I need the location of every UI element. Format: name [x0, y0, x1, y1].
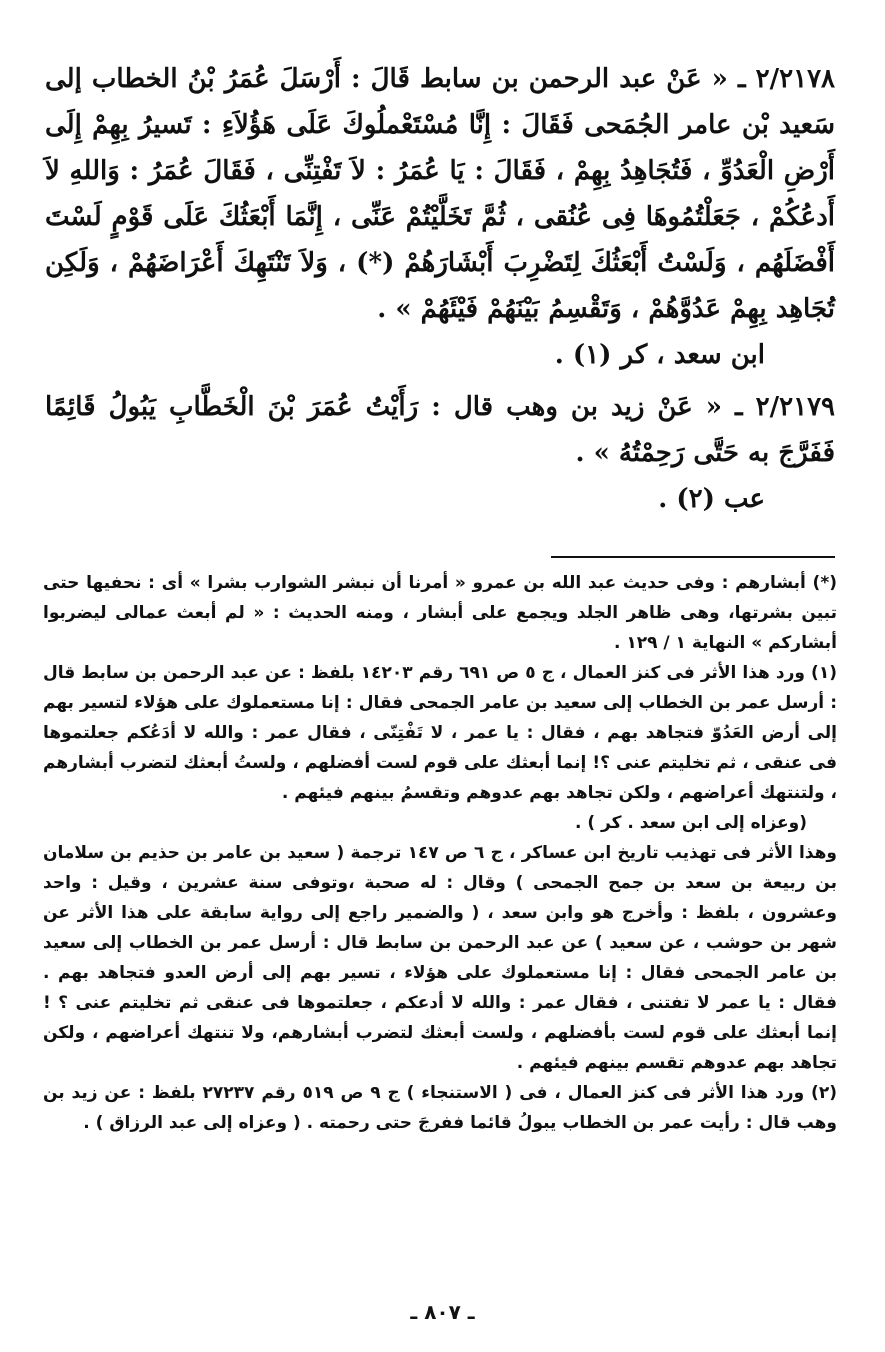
footnote-1-attribution: (وعزاه إلى ابن سعد . كر ) . — [574, 813, 807, 833]
main-text — [45, 56, 835, 522]
source-2179: عب (٢) . — [658, 484, 765, 514]
page-number: ـ ٨٠٧ ـ — [410, 1300, 475, 1324]
footnote-separator — [551, 556, 835, 558]
footnote-2: (٢) ورد هذا الأثر فى كنز العمال ، فى ( الاستنجاء ) ج ٩ ص ٥١٩ رقم ٢٧٢٣٧ بلفظ : عن زيد بن وهب قال : رأيت عمر بن الخطاب يبولُ قائما ففرجَ حتى رحمته . ( وعزاه إلى عبد الرزاق ) . — [43, 1083, 837, 1133]
hadith-2178: ٢/٢١٧٨ ـ « عَنْ عبد الرحمن بن سابط قَالَ : أَرْسَلَ عُمَرُ بْنُ الخطاب إلى سَعيد بْن عامر الجُمَحى فَقَالَ : إِنَّا مُسْتَعْملُوكَ عَلَى هَؤُلاَءِ : تَسيرُ بِهِمْ إِلَى أَرْضِ الْعَدُوِّ ، فَتُجَاهِدُ بِهِمْ ، فَقَالَ : يَا عُمَرُ : لاَ تَفْتِنِّى ، فَقَالَ عُمَرُ : وَاللهِ لاَ أَدعُكُمْ ، جَعَلْتُمُوهَا فِى عُنُقى ، ثُمَّ تَخَلَّيْتُمْ عَنِّى ، إِنَّمَا أَبْعَثُكَ عَلَى قَوْمٍ لَسْتَ أَفْضَلَهُم ، وَلَسْتُ أَبْعَثُكَ لِتَضْرِبَ أَبْشَارَهُمْ (*) ، وَلاَ تَنْتَهِكَ أَعْرَاضَهُمْ ، وَلَكِن تُجَاهِد بِهِمْ عَدُوَّهُمْ ، وَتَقْسِمُ بَيْنَهُمْ فَيْئَهُمْ » . — [45, 64, 835, 324]
footnote-star: (*) أبشارهم : وفى حديث عبد الله بن عمرو « أمرنا أن نبشر الشوارب بشرا » أى : نحفيها حتى تبين بشرتها، وهى ظاهر الجلد ويجمع على أبشار ، ومنه الحديث : « لم أبعث عمالى ليضربوا أبشاركم » النهاية ١ / ١٢٩ . — [43, 573, 837, 653]
footnotes — [43, 568, 837, 1138]
hadith-2179: ٢/٢١٧٩ ـ « عَنْ زيد بن وهب قال : رَأَيْتُ عُمَرَ بْنَ الْخَطَّابِ يَبُولُ قَائِمًا فَفَرَّجَ به حَتَّى رَحِمْتُهُ » . — [45, 392, 835, 468]
footnote-1-ibn-asakir: وهذا الأثر فى تهذيب تاريخ ابن عساكر ، ج ٦ ص ١٤٧ ترجمة ( سعيد بن عامر بن حذيم بن سلامان بن ربيعة بن سعد بن جمح الجمحى ) وقال : له صحبة ،وتوفى سنة عشرين ، وقيل : واحد وعشرون ، بلفظ : وأخرج هو وابن سعد ، ( والضمير راجع إلى رواية سابقة على هذا الأثر عن شهر بن حوشب ، عن سعيد ) عن عبد الرحمن بن سابط قال : أرسل عمر بن الخطاب إلى سعيد بن عامر الجمحى فقال : إنا مستعملوك على هؤلاء ، تسير بهم إلى أرض العدو فتجاهد بهم . فقال : يا عمر لا تفتنى ، فقال عمر : والله لا أدعكم ، جعلتموها فى عنقى ثم تخليتم عنى ؟ ! إنما أبعثك على قوم لست بأفضلهم ، ولست أبعثك لتضرب أبشارهم، ولا تنتهك أعراضهم ، ولكن تجاهد بهم عدوهم تقسم بينهم فيئهم . — [43, 843, 837, 1073]
footnote-1: (١) ورد هذا الأثر فى كنز العمال ، ج ٥ ص ٦٩١ رقم ١٤٢٠٣ بلفظ : عن عبد الرحمن بن سابط قال : أرسل عمر بن الخطاب إلى سعيد بن عامر الجمحى فقال : إنا مستعملوك على هؤلاء لتسير بهم إلى أرض العَدُوّ فتجاهد بهم ، فقال : يا عمر ، لا تَفْتِنّى ، فقال عمر : والله لا أدَعُكم جعلتموها فى عنقى ، ثم تخليتم عنى ؟! إنما أبعثك على قوم لست أفضلهم ، ولستُ أبعثك لتضرب أبشارهم ، ولتنتهك أعراضهم ، ولكن تجاهد بهم عدوهم وتقسمُ بينهم فيئهم . — [43, 663, 837, 803]
source-2178: ابن سعد ، كر (١) . — [554, 340, 765, 370]
